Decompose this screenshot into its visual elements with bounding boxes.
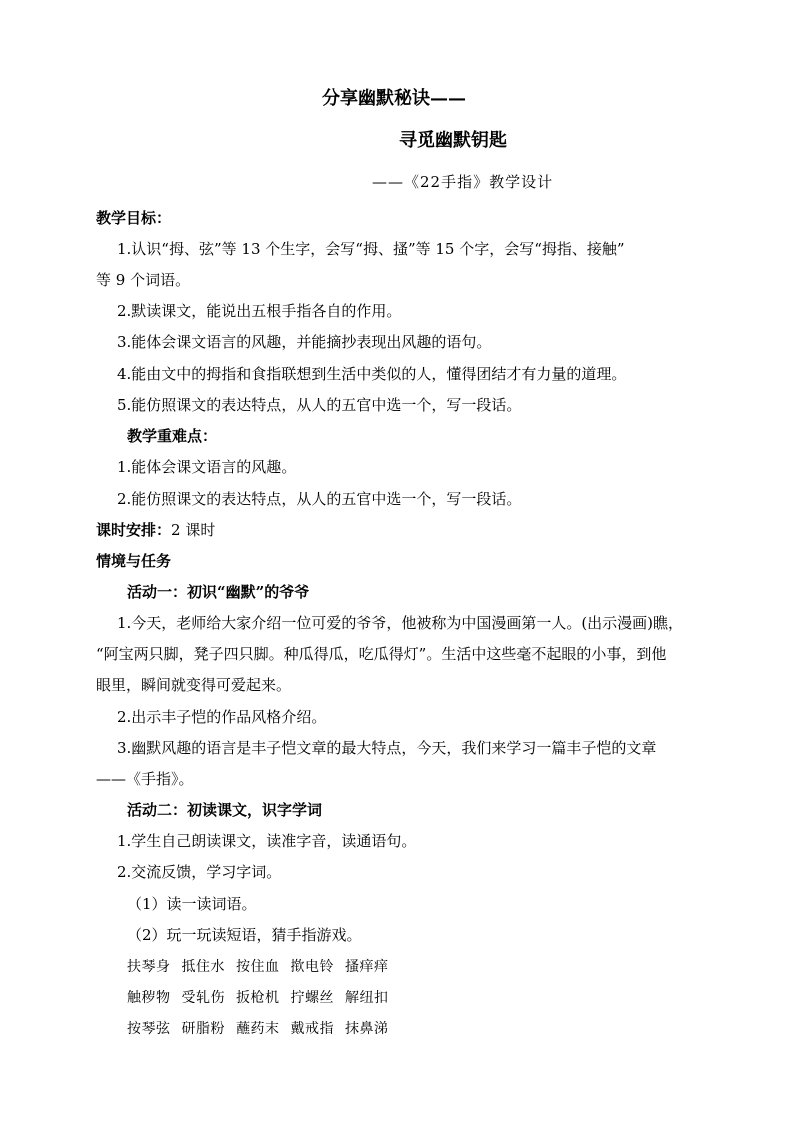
schedule-line (96, 520, 215, 540)
activity-1-heading: 活动一：初识“幽默”的爷爷 (127, 583, 310, 601)
goal-4: 4.能由文中的拇指和食指联想到生活中类似的人，懂得团结才有力量的道理。 (117, 365, 627, 383)
activity-2-heading: 活动二：初读课文，识字学词 (127, 801, 323, 819)
activity-2-p2: 2.交流反馈，学习字词。 (117, 863, 282, 881)
goal-1-line-1: 1.认识“拇、弦”等 13 个生字，会写“拇、搔”等 15 个字，会写“拇指、接触” (117, 240, 625, 258)
key-point-1: 1.能体会课文语言的风趣。 (117, 458, 297, 476)
vocab-phrase: 研脂粉 (181, 1021, 225, 1037)
vocab-row-1 (127, 957, 400, 977)
vocab-phrase: 抹鼻涕 (345, 1021, 389, 1037)
vocab-phrase: 解纽扣 (345, 990, 389, 1006)
activity-1-p1-line-3: 眼里，瞬间就变得可爱起来。 (96, 676, 292, 694)
activity-1-p3-line-2: ——《手指》。 (96, 770, 194, 788)
vocab-phrase: 蘸药末 (236, 1021, 280, 1037)
vocab-phrase: 搔痒痒 (345, 959, 389, 975)
title-line-1: 分享幽默秘诀—— (322, 88, 466, 109)
vocab-phrase: 抵住水 (181, 959, 225, 975)
title-line-2: 寻觅幽默钥匙 (399, 130, 507, 151)
goals-heading: 教学目标： (96, 209, 172, 227)
goal-1-line-2: 等 9 个词语。 (96, 271, 191, 289)
vocab-phrase: 按住血 (236, 959, 280, 975)
activity-1-p3-line-1: 3.幽默风趣的语言是丰子恺文章的最大特点，今天，我们来学习一篇丰子恺的文章 (117, 739, 657, 757)
vocab-phrase: 拧螺丝 (290, 990, 334, 1006)
vocab-phrase: 扶琴身 (127, 959, 171, 975)
schedule-label: 课时安排： (96, 521, 172, 539)
goal-5: 5.能仿照课文的表达特点，从人的五官中选一个，写一段话。 (117, 396, 522, 414)
vocab-phrase: 按琴弦 (127, 1021, 171, 1037)
vocab-row-2 (127, 988, 400, 1008)
activity-2-sub-2: （2）玩一玩读短语，猜手指游戏。 (127, 926, 362, 944)
vocab-phrase: 揿电铃 (290, 959, 334, 975)
goal-3: 3.能体会课文语言的风趣，并能摘抄表现出风趣的语句。 (117, 333, 492, 351)
subtitle: ——《22手指》教学设计 (372, 173, 554, 191)
activity-1-p2: 2.出示丰子恺的作品风格介绍。 (117, 708, 327, 726)
schedule-value: 2 课时 (171, 521, 216, 539)
vocab-phrase: 扳枪机 (236, 990, 280, 1006)
activity-2-p1: 1.学生自己朗读课文，读准字音，读通语句。 (117, 832, 417, 850)
vocab-phrase: 受轧伤 (181, 990, 225, 1006)
activity-1-p1-line-1: 1.今天，老师给大家介绍一位可爱的爷爷，他被称为中国漫画第一人。(出示漫画)瞧， (117, 614, 684, 632)
activity-1-p1-line-2: “阿宝两只脚，凳子四只脚。种瓜得瓜，吃瓜得灯”。生活中这些毫不起眼的小事，到他 (96, 645, 667, 663)
key-point-2: 2.能仿照课文的表达特点，从人的五官中选一个，写一段话。 (117, 490, 522, 508)
goal-2: 2.默读课文，能说出五根手指各自的作用。 (117, 302, 402, 320)
vocab-row-3 (127, 1019, 400, 1039)
context-heading: 情境与任务 (96, 552, 172, 570)
key-points-heading: 教学重难点： (127, 427, 218, 445)
activity-2-sub-1: （1）读一读词语。 (127, 895, 257, 913)
vocab-phrase: 戴戒指 (290, 1021, 334, 1037)
vocab-phrase: 触秽物 (127, 990, 171, 1006)
